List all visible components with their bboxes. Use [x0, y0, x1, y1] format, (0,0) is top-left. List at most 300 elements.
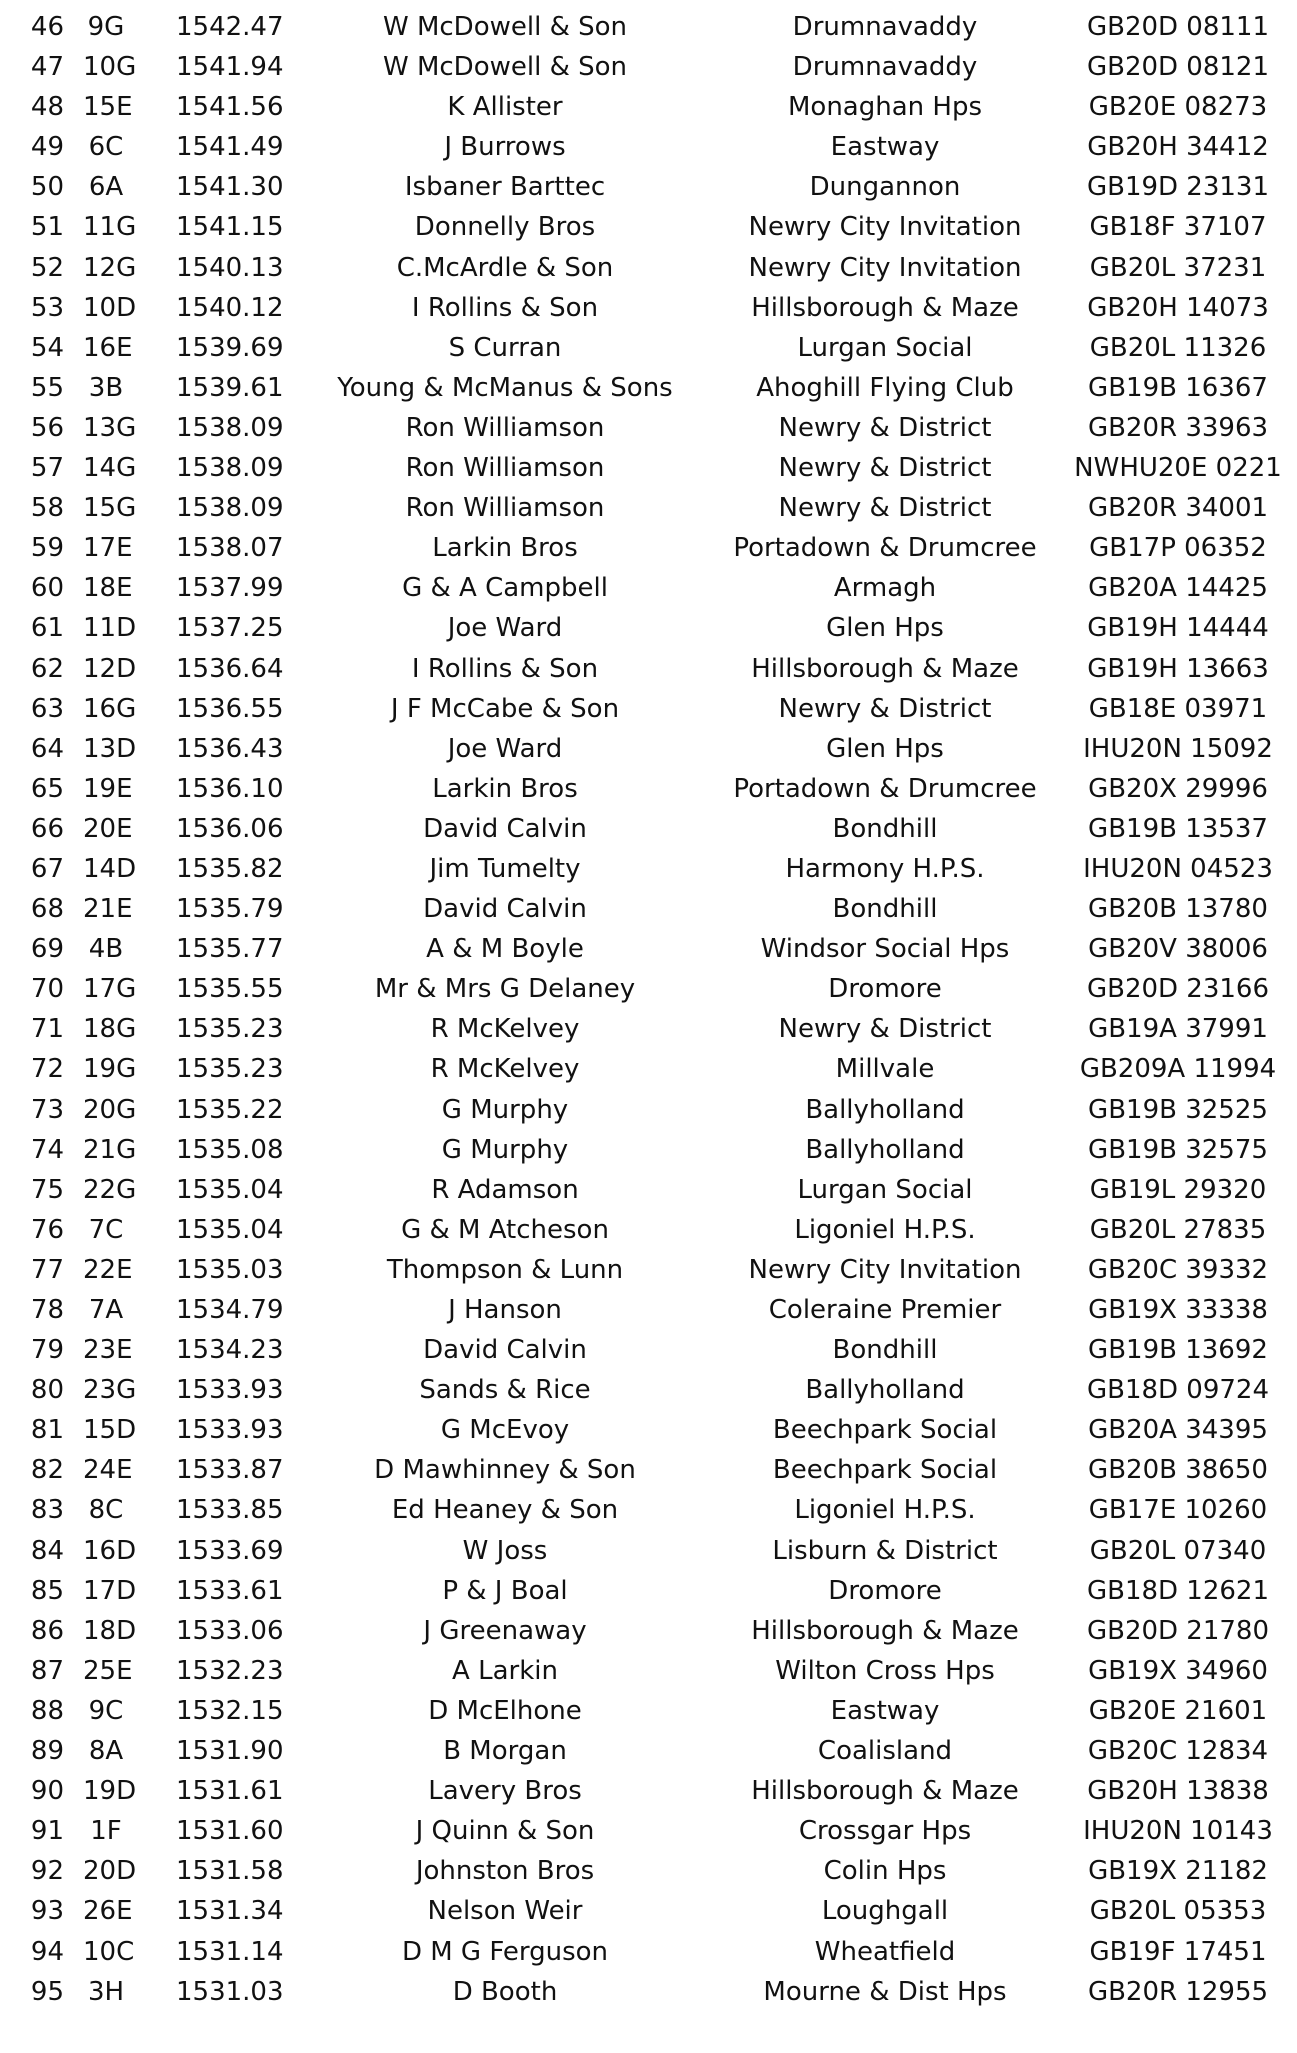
- club-cell: Lisburn & District: [772, 1535, 998, 1566]
- position-cell: 67: [30, 853, 64, 884]
- club-cell: Newry & District: [778, 693, 992, 724]
- club-cell: Ligoniel H.P.S.: [794, 1495, 976, 1526]
- club-cell: Newry & District: [778, 1014, 992, 1045]
- velocity-cell: 1531.58: [176, 1856, 284, 1887]
- table-row: [0, 288, 1297, 328]
- ring-number-cell: GB20H 13838: [1087, 1776, 1269, 1807]
- fancier-name-cell: Ron Williamson: [405, 453, 605, 484]
- section-code-cell: 20D: [83, 1856, 137, 1887]
- velocity-cell: 1531.61: [176, 1776, 284, 1807]
- position-cell: 66: [30, 813, 64, 844]
- club-cell: Millvale: [835, 1054, 935, 1085]
- ring-number-cell: GB20D 08121: [1086, 52, 1270, 83]
- fancier-name-cell: Thompson & Lunn: [386, 1254, 624, 1285]
- position-cell: 84: [30, 1535, 64, 1566]
- ring-number-cell: GB20X 29996: [1088, 773, 1268, 804]
- club-cell: Dungannon: [809, 172, 961, 203]
- position-cell: 80: [30, 1375, 64, 1406]
- fancier-name-cell: J Quinn & Son: [415, 1816, 595, 1847]
- velocity-cell: 1541.49: [176, 132, 284, 163]
- club-cell: Coleraine Premier: [768, 1295, 1002, 1325]
- section-code-cell: 23G: [83, 1375, 137, 1406]
- fancier-name-cell: Larkin Bros: [432, 773, 578, 804]
- section-code-cell: 17G: [83, 974, 137, 1005]
- position-cell: 81: [30, 1415, 64, 1446]
- ring-number-cell: GB19B 32575: [1088, 1134, 1268, 1165]
- velocity-cell: 1536.55: [176, 693, 284, 724]
- ring-number-cell: GB20A 34395: [1088, 1415, 1268, 1446]
- table-row: [0, 969, 1297, 1009]
- section-code-cell: 20E: [83, 813, 133, 844]
- section-code-cell: 17E: [83, 533, 133, 564]
- club-cell: Newry & District: [778, 493, 992, 524]
- fancier-name-cell: Larkin Bros: [432, 533, 578, 564]
- club-cell: Monaghan Hps: [787, 92, 982, 123]
- club-cell: Bondhill: [832, 894, 938, 925]
- fancier-name-cell: W Joss: [462, 1535, 548, 1566]
- fancier-name-cell: R McKelvey: [430, 1014, 580, 1045]
- ring-number-cell: GB18E 03971: [1088, 693, 1268, 724]
- fancier-name-cell: Lavery Bros: [428, 1776, 582, 1807]
- velocity-cell: 1534.23: [176, 1335, 284, 1366]
- fancier-name-cell: David Calvin: [423, 813, 587, 844]
- position-cell: 56: [30, 412, 64, 443]
- velocity-cell: 1538.07: [176, 533, 284, 564]
- club-cell: Newry City Invitation: [748, 212, 1022, 243]
- ring-number-cell: GB20B 38650: [1088, 1455, 1268, 1486]
- ring-number-cell: GB209A 11994: [1079, 1054, 1277, 1085]
- club-cell: Mourne & Dist Hps: [763, 1976, 1007, 2007]
- section-code-cell: 15G: [83, 493, 137, 524]
- club-cell: Wheatfield: [814, 1936, 956, 1967]
- section-code-cell: 23E: [83, 1335, 133, 1366]
- table-row: [0, 568, 1297, 608]
- position-cell: 71: [30, 1014, 64, 1045]
- table-row: [0, 1009, 1297, 1049]
- section-code-cell: 9C: [88, 1695, 124, 1726]
- club-cell: Dromore: [828, 974, 942, 1005]
- ring-number-cell: IHU20N 10143: [1083, 1816, 1273, 1847]
- velocity-cell: 1539.61: [176, 372, 284, 403]
- position-cell: 62: [30, 653, 64, 684]
- position-cell: 50: [30, 172, 64, 203]
- velocity-cell: 1536.43: [176, 733, 284, 764]
- section-code-cell: 25E: [83, 1655, 133, 1686]
- ring-number-cell: GB20E 08273: [1088, 92, 1268, 123]
- ring-number-cell: GB19H 13663: [1087, 653, 1269, 684]
- section-code-cell: 24E: [83, 1455, 133, 1486]
- club-cell: Armagh: [833, 573, 937, 604]
- fancier-name-cell: D M G Ferguson: [401, 1936, 609, 1967]
- table-row: [0, 488, 1297, 528]
- fancier-name-cell: G Murphy: [441, 1134, 569, 1165]
- ring-number-cell: GB19H 14444: [1087, 613, 1269, 644]
- table-row: [0, 368, 1297, 408]
- club-cell: Beechpark Social: [772, 1455, 998, 1486]
- position-cell: 93: [30, 1896, 64, 1927]
- table-row: [0, 1932, 1297, 1972]
- table-row: [0, 1651, 1297, 1691]
- velocity-cell: 1533.69: [176, 1535, 284, 1566]
- ring-number-cell: GB20L 27835: [1089, 1214, 1267, 1245]
- section-code-cell: 19D: [83, 1776, 137, 1807]
- table-row: [0, 1290, 1297, 1330]
- table-row: [0, 1490, 1297, 1530]
- fancier-name-cell: Ron Williamson: [405, 412, 605, 443]
- velocity-cell: 1538.09: [176, 493, 284, 524]
- club-cell: Ballyholland: [805, 1375, 965, 1406]
- club-cell: Hillsborough & Maze: [751, 1615, 1019, 1646]
- ring-number-cell: GB20R 12955: [1087, 1976, 1269, 2007]
- ring-number-cell: GB19B 13692: [1088, 1335, 1268, 1366]
- section-code-cell: 15D: [83, 1415, 137, 1446]
- ring-number-cell: GB20H 14073: [1087, 292, 1269, 323]
- fancier-name-cell: D Booth: [452, 1976, 558, 2007]
- velocity-cell: 1538.09: [176, 453, 284, 484]
- velocity-cell: 1536.06: [176, 813, 284, 844]
- table-row: [0, 1330, 1297, 1370]
- position-cell: 64: [30, 733, 64, 764]
- fancier-name-cell: D Mawhinney & Son: [374, 1455, 636, 1486]
- ring-number-cell: GB20A 14425: [1088, 573, 1268, 604]
- table-row: [0, 328, 1297, 368]
- table-row: [0, 1130, 1297, 1170]
- velocity-cell: 1533.85: [176, 1495, 284, 1526]
- section-code-cell: 19E: [83, 773, 133, 804]
- position-cell: 73: [30, 1094, 64, 1125]
- section-code-cell: 7C: [88, 1214, 124, 1245]
- club-cell: Windsor Social Hps: [760, 934, 1010, 965]
- position-cell: 60: [30, 573, 64, 604]
- section-code-cell: 4B: [88, 934, 124, 965]
- club-cell: Loughgall: [821, 1896, 949, 1927]
- section-code-cell: 6C: [88, 132, 124, 163]
- velocity-cell: 1535.22: [176, 1094, 284, 1125]
- position-cell: 61: [30, 613, 64, 644]
- ring-number-cell: IHU20N 15092: [1083, 733, 1273, 764]
- velocity-cell: 1533.61: [176, 1575, 284, 1606]
- section-code-cell: 18G: [83, 1014, 137, 1045]
- fancier-name-cell: Young & McManus & Sons: [337, 372, 673, 403]
- ring-number-cell: GB20L 07340: [1089, 1535, 1267, 1566]
- position-cell: 89: [30, 1736, 64, 1767]
- fancier-name-cell: B Morgan: [443, 1736, 567, 1767]
- fancier-name-cell: G & A Campbell: [402, 573, 608, 604]
- fancier-name-cell: Joe Ward: [447, 613, 563, 644]
- table-row: [0, 689, 1297, 729]
- table-row: [0, 929, 1297, 969]
- fancier-name-cell: Nelson Weir: [427, 1896, 583, 1927]
- ring-number-cell: GB19B 16367: [1088, 372, 1268, 403]
- velocity-cell: 1536.10: [176, 773, 284, 804]
- club-cell: Ballyholland: [805, 1134, 965, 1165]
- position-cell: 74: [30, 1134, 64, 1165]
- velocity-cell: 1533.06: [176, 1615, 284, 1646]
- fancier-name-cell: Ed Heaney & Son: [391, 1495, 619, 1526]
- velocity-cell: 1533.87: [176, 1455, 284, 1486]
- ring-number-cell: NWHU20E 0221: [1074, 453, 1282, 484]
- fancier-name-cell: R Adamson: [431, 1174, 579, 1205]
- position-cell: 63: [30, 693, 64, 724]
- section-code-cell: 15E: [83, 92, 133, 123]
- position-cell: 91: [30, 1816, 64, 1847]
- velocity-cell: 1531.03: [176, 1976, 284, 2007]
- section-code-cell: 14D: [83, 853, 137, 884]
- table-row: [0, 47, 1297, 87]
- fancier-name-cell: R McKelvey: [430, 1054, 580, 1085]
- position-cell: 72: [30, 1054, 64, 1085]
- table-row: [0, 1972, 1297, 2012]
- club-cell: Ligoniel H.P.S.: [794, 1214, 976, 1245]
- ring-number-cell: GB20L 05353: [1089, 1896, 1267, 1927]
- section-code-cell: 12G: [83, 252, 137, 283]
- ring-number-cell: GB19D 23131: [1086, 172, 1270, 203]
- table-row: [0, 729, 1297, 769]
- ring-number-cell: GB20D 08111: [1086, 12, 1270, 42]
- table-row: [0, 1370, 1297, 1410]
- position-cell: 70: [30, 974, 64, 1005]
- table-row: [0, 1691, 1297, 1731]
- ring-number-cell: GB19X 34960: [1088, 1655, 1268, 1686]
- table-row: [0, 769, 1297, 809]
- velocity-cell: 1532.15: [176, 1695, 284, 1726]
- ring-number-cell: GB17P 06352: [1089, 533, 1267, 564]
- position-cell: 55: [30, 372, 64, 403]
- position-cell: 47: [30, 52, 64, 83]
- club-cell: Dromore: [828, 1575, 942, 1606]
- position-cell: 87: [30, 1655, 64, 1686]
- fancier-name-cell: A Larkin: [452, 1655, 558, 1686]
- velocity-cell: 1537.99: [176, 573, 284, 604]
- velocity-cell: 1531.34: [176, 1896, 284, 1927]
- position-cell: 95: [30, 1976, 64, 2007]
- table-row: [0, 87, 1297, 127]
- club-cell: Coalisland: [817, 1736, 953, 1767]
- ring-number-cell: GB20R 34001: [1087, 493, 1269, 524]
- velocity-cell: 1533.93: [176, 1415, 284, 1446]
- position-cell: 51: [30, 212, 64, 243]
- fancier-name-cell: Sands & Rice: [419, 1375, 591, 1406]
- ring-number-cell: IHU20N 04523: [1083, 853, 1273, 884]
- section-code-cell: 11D: [83, 613, 137, 644]
- club-cell: Newry City Invitation: [748, 1254, 1022, 1285]
- section-code-cell: 6A: [88, 172, 124, 203]
- table-row: [0, 1811, 1297, 1851]
- position-cell: 76: [30, 1214, 64, 1245]
- fancier-name-cell: A & M Boyle: [426, 934, 584, 965]
- velocity-cell: 1535.82: [176, 853, 284, 884]
- position-cell: 83: [30, 1495, 64, 1526]
- fancier-name-cell: D McElhone: [428, 1695, 582, 1726]
- table-row: [0, 1851, 1297, 1891]
- table-row: [0, 1410, 1297, 1450]
- table-row: [0, 1611, 1297, 1651]
- table-row: [0, 1170, 1297, 1210]
- club-cell: Eastway: [830, 132, 940, 163]
- club-cell: Crossgar Hps: [798, 1816, 972, 1847]
- ring-number-cell: GB19A 37991: [1088, 1014, 1268, 1045]
- ring-number-cell: GB20R 33963: [1087, 412, 1269, 443]
- fancier-name-cell: W McDowell & Son: [382, 12, 628, 42]
- club-cell: Wilton Cross Hps: [775, 1655, 995, 1686]
- fancier-name-cell: J Greenaway: [423, 1615, 587, 1646]
- position-cell: 86: [30, 1615, 64, 1646]
- section-code-cell: 1F: [90, 1816, 122, 1847]
- position-cell: 75: [30, 1174, 64, 1205]
- velocity-cell: 1540.13: [176, 252, 284, 283]
- club-cell: Hillsborough & Maze: [751, 1776, 1019, 1807]
- table-row: [0, 207, 1297, 247]
- section-code-cell: 21G: [83, 1134, 137, 1165]
- section-code-cell: 26E: [83, 1896, 133, 1927]
- section-code-cell: 7A: [88, 1295, 124, 1325]
- section-code-cell: 20G: [83, 1094, 137, 1125]
- club-cell: Newry City Invitation: [748, 252, 1022, 283]
- table-row: [0, 1250, 1297, 1290]
- section-code-cell: 16E: [83, 332, 133, 363]
- table-row: [0, 849, 1297, 889]
- position-cell: 53: [30, 292, 64, 323]
- fancier-name-cell: Donnelly Bros: [414, 212, 596, 243]
- table-row: [0, 608, 1297, 648]
- position-cell: 57: [30, 453, 64, 484]
- section-code-cell: 10C: [83, 1936, 135, 1967]
- velocity-cell: 1542.47: [176, 12, 284, 42]
- club-cell: Ahoghill Flying Club: [756, 372, 1014, 403]
- fancier-name-cell: Joe Ward: [447, 733, 563, 764]
- position-cell: 88: [30, 1695, 64, 1726]
- position-cell: 78: [30, 1295, 64, 1325]
- club-cell: Glen Hps: [826, 613, 944, 644]
- section-code-cell: 13D: [83, 733, 137, 764]
- ring-number-cell: GB20L 11326: [1089, 332, 1267, 363]
- section-code-cell: 22G: [83, 1174, 137, 1205]
- velocity-cell: 1536.64: [176, 653, 284, 684]
- section-code-cell: 8A: [88, 1736, 124, 1767]
- fancier-name-cell: J F McCabe & Son: [390, 693, 620, 724]
- club-cell: Portadown & Drumcree: [733, 533, 1037, 564]
- position-cell: 90: [30, 1776, 64, 1807]
- club-cell: Newry & District: [778, 412, 992, 443]
- velocity-cell: 1538.09: [176, 412, 284, 443]
- velocity-cell: 1531.90: [176, 1736, 284, 1767]
- table-row: [0, 1531, 1297, 1571]
- club-cell: Portadown & Drumcree: [733, 773, 1037, 804]
- velocity-cell: 1533.93: [176, 1375, 284, 1406]
- position-cell: 52: [30, 252, 64, 283]
- table-row: [0, 649, 1297, 689]
- ring-number-cell: GB19B 32525: [1088, 1094, 1268, 1125]
- section-code-cell: 17D: [83, 1575, 137, 1606]
- table-row: [0, 1450, 1297, 1490]
- club-cell: Harmony H.P.S.: [785, 853, 985, 884]
- fancier-name-cell: G McEvoy: [440, 1415, 570, 1446]
- section-code-cell: 11G: [83, 212, 137, 243]
- position-cell: 49: [30, 132, 64, 163]
- ring-number-cell: GB20B 13780: [1088, 894, 1268, 925]
- fancier-name-cell: W McDowell & Son: [382, 52, 628, 83]
- fancier-name-cell: K Allister: [447, 92, 563, 123]
- section-code-cell: 18E: [83, 573, 133, 604]
- position-cell: 59: [30, 533, 64, 564]
- club-cell: Hillsborough & Maze: [751, 653, 1019, 684]
- club-cell: Lurgan Social: [797, 1174, 973, 1205]
- table-row: [0, 448, 1297, 488]
- section-code-cell: 8C: [88, 1495, 124, 1526]
- position-cell: 68: [30, 894, 64, 925]
- position-cell: 94: [30, 1936, 64, 1967]
- ring-number-cell: GB20C 39332: [1087, 1254, 1269, 1285]
- section-code-cell: 10D: [83, 292, 137, 323]
- section-code-cell: 13G: [83, 412, 137, 443]
- fancier-name-cell: P & J Boal: [442, 1575, 568, 1606]
- ring-number-cell: GB20D 21780: [1086, 1615, 1270, 1646]
- club-cell: Hillsborough & Maze: [751, 292, 1019, 323]
- table-row: [0, 1049, 1297, 1089]
- velocity-cell: 1540.12: [176, 292, 284, 323]
- table-row: [0, 809, 1297, 849]
- section-code-cell: 21E: [83, 894, 133, 925]
- position-cell: 69: [30, 934, 64, 965]
- table-row: [0, 1571, 1297, 1611]
- fancier-name-cell: S Curran: [448, 332, 562, 363]
- ring-number-cell: GB20C 12834: [1087, 1736, 1269, 1767]
- club-cell: Newry & District: [778, 453, 992, 484]
- velocity-cell: 1535.04: [176, 1174, 284, 1205]
- velocity-cell: 1535.77: [176, 934, 284, 965]
- position-cell: 85: [30, 1575, 64, 1606]
- fancier-name-cell: Johnston Bros: [415, 1856, 595, 1887]
- club-cell: Ballyholland: [805, 1094, 965, 1125]
- fancier-name-cell: C.McArdle & Son: [396, 252, 614, 283]
- velocity-cell: 1534.79: [176, 1295, 284, 1325]
- club-cell: Drumnavaddy: [792, 12, 978, 42]
- club-cell: Lurgan Social: [797, 332, 973, 363]
- position-cell: 79: [30, 1335, 64, 1366]
- club-cell: Drumnavaddy: [792, 52, 978, 83]
- ring-number-cell: GB19X 21182: [1088, 1856, 1268, 1887]
- ring-number-cell: GB20L 37231: [1089, 252, 1267, 283]
- section-code-cell: 12D: [83, 653, 137, 684]
- table-row: [0, 1891, 1297, 1931]
- position-cell: 58: [30, 493, 64, 524]
- table-row: [0, 1731, 1297, 1771]
- table-row: [0, 408, 1297, 448]
- velocity-cell: 1535.08: [176, 1134, 284, 1165]
- velocity-cell: 1535.04: [176, 1214, 284, 1245]
- velocity-cell: 1532.23: [176, 1655, 284, 1686]
- ring-number-cell: GB20H 34412: [1087, 132, 1269, 163]
- club-cell: Eastway: [830, 1695, 940, 1726]
- section-code-cell: 16G: [83, 693, 137, 724]
- ring-number-cell: GB19L 29320: [1089, 1174, 1267, 1205]
- section-code-cell: 22E: [83, 1254, 133, 1285]
- fancier-name-cell: Mr & Mrs G Delaney: [374, 974, 636, 1005]
- fancier-name-cell: Jim Tumelty: [429, 853, 581, 884]
- section-code-cell: 9G: [87, 12, 125, 42]
- fancier-name-cell: David Calvin: [423, 894, 587, 925]
- ring-number-cell: GB19X 33338: [1088, 1295, 1268, 1325]
- fancier-name-cell: Isbaner Barttec: [404, 172, 606, 203]
- velocity-cell: 1535.03: [176, 1254, 284, 1285]
- club-cell: Bondhill: [832, 1335, 938, 1366]
- table-row: [0, 7, 1297, 47]
- ring-number-cell: GB20E 21601: [1088, 1695, 1268, 1726]
- club-cell: Glen Hps: [826, 733, 944, 764]
- table-row: [0, 1210, 1297, 1250]
- velocity-cell: 1539.69: [176, 332, 284, 363]
- table-row: [0, 248, 1297, 288]
